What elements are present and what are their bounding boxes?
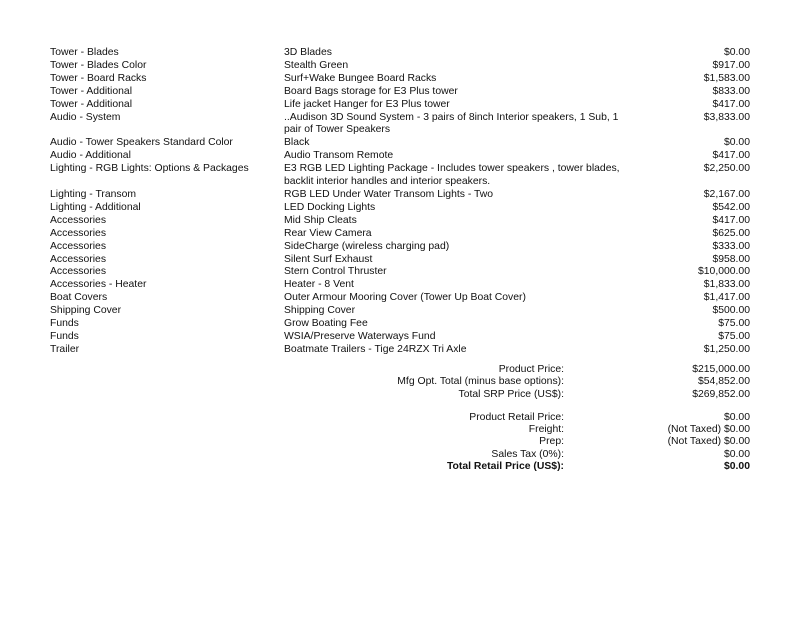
product-retail-price-value: $0.00 bbox=[723, 411, 750, 423]
total-srp-row bbox=[0, 389, 800, 401]
line-item-row bbox=[0, 60, 800, 73]
line-item-description: WSIA/Preserve Waterways Fund bbox=[284, 330, 436, 342]
line-item-row bbox=[0, 241, 800, 254]
line-item-row bbox=[0, 318, 800, 331]
line-item-row bbox=[0, 150, 800, 163]
line-item-description: LED Docking Lights bbox=[284, 201, 376, 213]
line-item-description: Grow Boating Fee bbox=[284, 318, 368, 330]
total-retail-label: Total Retail Price (US$): bbox=[446, 461, 564, 473]
line-item-price: $1,417.00 bbox=[703, 292, 750, 304]
line-item-category: Audio - Tower Speakers Standard Color bbox=[50, 137, 233, 149]
line-item-category: Tower - Blades bbox=[50, 47, 119, 58]
sales-tax-row bbox=[0, 449, 800, 461]
total-srp-label: Total SRP Price (US$): bbox=[458, 388, 564, 400]
line-item-price: $542.00 bbox=[712, 201, 750, 213]
line-item-category: Lighting - RGB Lights: Options & Packages bbox=[50, 163, 249, 175]
line-item-description: Heater - 8 Vent bbox=[284, 279, 354, 291]
product-retail-price-label: Product Retail Price: bbox=[469, 411, 564, 423]
sales-tax-value: $0.00 bbox=[723, 448, 750, 460]
mfg-opt-total-value: $54,852.00 bbox=[697, 376, 750, 388]
line-item-description: Board Bags storage for E3 Plus tower bbox=[284, 85, 458, 97]
line-item-category: Accessories - Heater bbox=[50, 279, 147, 291]
line-item-price: $1,250.00 bbox=[703, 343, 750, 355]
line-item-category: Funds bbox=[50, 318, 79, 330]
line-item-description: Boatmate Trailers - Tige 24RZX Tri Axle bbox=[284, 343, 467, 355]
prep-value: (Not Taxed) $0.00 bbox=[667, 436, 750, 448]
line-item-price: $75.00 bbox=[718, 318, 750, 330]
line-item-category: Accessories bbox=[50, 240, 107, 252]
line-item-category: Tower - Additional bbox=[50, 98, 133, 110]
prep-label: Prep: bbox=[539, 436, 564, 448]
line-item-description: E3 RGB LED Lighting Package - Includes tower speakers , tower blades, backlit interior handles and interior speakers. bbox=[284, 163, 620, 188]
line-item-price: $417.00 bbox=[712, 150, 750, 162]
line-item-row bbox=[0, 112, 800, 138]
line-item-category: Lighting - Transom bbox=[50, 188, 137, 200]
line-item-category: Tower - Additional bbox=[50, 85, 133, 97]
freight-label: Freight: bbox=[528, 424, 564, 436]
line-item-row bbox=[0, 292, 800, 305]
line-item-description: 3D Blades bbox=[284, 47, 332, 58]
line-item-category: Accessories bbox=[50, 266, 107, 278]
line-item-price: $833.00 bbox=[712, 85, 750, 97]
line-item-category: Accessories bbox=[50, 227, 107, 239]
product-retail-price-row bbox=[0, 412, 800, 424]
line-item-price: $917.00 bbox=[712, 59, 750, 71]
line-item-category: Audio - Additional bbox=[50, 150, 131, 162]
line-item-row bbox=[0, 137, 800, 150]
line-item-price: $958.00 bbox=[712, 253, 750, 265]
line-item-price: $2,167.00 bbox=[703, 188, 750, 200]
line-item-row bbox=[0, 86, 800, 99]
line-item-price: $0.00 bbox=[723, 137, 750, 149]
line-item-row bbox=[0, 254, 800, 267]
prep-row bbox=[0, 436, 800, 448]
line-item-price: $0.00 bbox=[723, 47, 750, 58]
product-price-label: Product Price: bbox=[498, 364, 564, 375]
total-srp-value: $269,852.00 bbox=[692, 388, 750, 400]
line-item-category: Shipping Cover bbox=[50, 305, 122, 317]
line-item-category: Audio - System bbox=[50, 111, 121, 123]
line-item-row bbox=[0, 305, 800, 318]
line-item-category: Trailer bbox=[50, 343, 80, 355]
section-spacer bbox=[0, 401, 800, 412]
line-item-category: Tower - Board Racks bbox=[50, 72, 147, 84]
line-item-price: $2,250.00 bbox=[703, 163, 750, 175]
line-item-description: Outer Armour Mooring Cover (Tower Up Boat Cover) bbox=[284, 292, 526, 304]
line-item-price: $625.00 bbox=[712, 227, 750, 239]
line-item-row bbox=[0, 73, 800, 86]
line-item-description: Audio Transom Remote bbox=[284, 150, 394, 162]
line-item-price: $3,833.00 bbox=[703, 111, 750, 123]
line-item-price: $417.00 bbox=[712, 98, 750, 110]
line-item-description: Surf+Wake Bungee Board Racks bbox=[284, 72, 437, 84]
line-item-row bbox=[0, 228, 800, 241]
freight-row bbox=[0, 424, 800, 436]
line-item-price: $10,000.00 bbox=[697, 266, 750, 278]
product-price-row bbox=[0, 364, 800, 376]
line-item-description: Stern Control Thruster bbox=[284, 266, 387, 278]
line-item-row bbox=[0, 99, 800, 112]
line-item-description: Stealth Green bbox=[284, 59, 349, 71]
line-item-price: $333.00 bbox=[712, 240, 750, 252]
freight-value: (Not Taxed) $0.00 bbox=[667, 424, 750, 436]
line-item-description: RGB LED Under Water Transom Lights - Two bbox=[284, 188, 494, 200]
line-item-description: Silent Surf Exhaust bbox=[284, 253, 373, 265]
options-line-items bbox=[0, 47, 800, 357]
line-item-row bbox=[0, 331, 800, 344]
line-item-description: Mid Ship Cleats bbox=[284, 214, 357, 226]
line-item-description: Rear View Camera bbox=[284, 227, 372, 239]
line-item-row bbox=[0, 202, 800, 215]
line-item-description: Life jacket Hanger for E3 Plus tower bbox=[284, 98, 450, 110]
line-item-description: Shipping Cover bbox=[284, 305, 356, 317]
line-item-description: Black bbox=[284, 137, 310, 149]
total-retail-row bbox=[0, 461, 800, 473]
sales-tax-label: Sales Tax (0%): bbox=[491, 448, 564, 460]
line-item-row bbox=[0, 163, 800, 189]
line-item-row bbox=[0, 215, 800, 228]
line-item-category: Lighting - Additional bbox=[50, 201, 141, 213]
line-item-row bbox=[0, 279, 800, 292]
total-retail-value: $0.00 bbox=[723, 461, 750, 473]
line-item-category: Accessories bbox=[50, 214, 107, 226]
line-item-description: ..Audison 3D Sound System - 3 pairs of 8inch Interior speakers, 1 Sub, 1 pair of Tower Speakers bbox=[284, 111, 619, 136]
line-item-category: Funds bbox=[50, 330, 79, 342]
line-item-price: $1,583.00 bbox=[703, 72, 750, 84]
mfg-opt-total-row bbox=[0, 376, 800, 388]
mfg-opt-total-label: Mfg Opt. Total (minus base options): bbox=[397, 376, 564, 388]
line-item-price: $75.00 bbox=[718, 330, 750, 342]
line-item-description: SideCharge (wireless charging pad) bbox=[284, 240, 450, 252]
line-item-row bbox=[0, 344, 800, 357]
product-price-value: $215,000.00 bbox=[692, 364, 750, 375]
line-item-price: $1,833.00 bbox=[703, 279, 750, 291]
line-item-row bbox=[0, 47, 800, 60]
line-item-category: Tower - Blades Color bbox=[50, 59, 147, 71]
line-item-category: Accessories bbox=[50, 253, 107, 265]
line-item-category: Boat Covers bbox=[50, 292, 108, 304]
price-summary bbox=[0, 364, 800, 473]
line-item-row bbox=[0, 189, 800, 202]
line-item-price: $500.00 bbox=[712, 305, 750, 317]
line-item-row bbox=[0, 266, 800, 279]
line-item-price: $417.00 bbox=[712, 214, 750, 226]
